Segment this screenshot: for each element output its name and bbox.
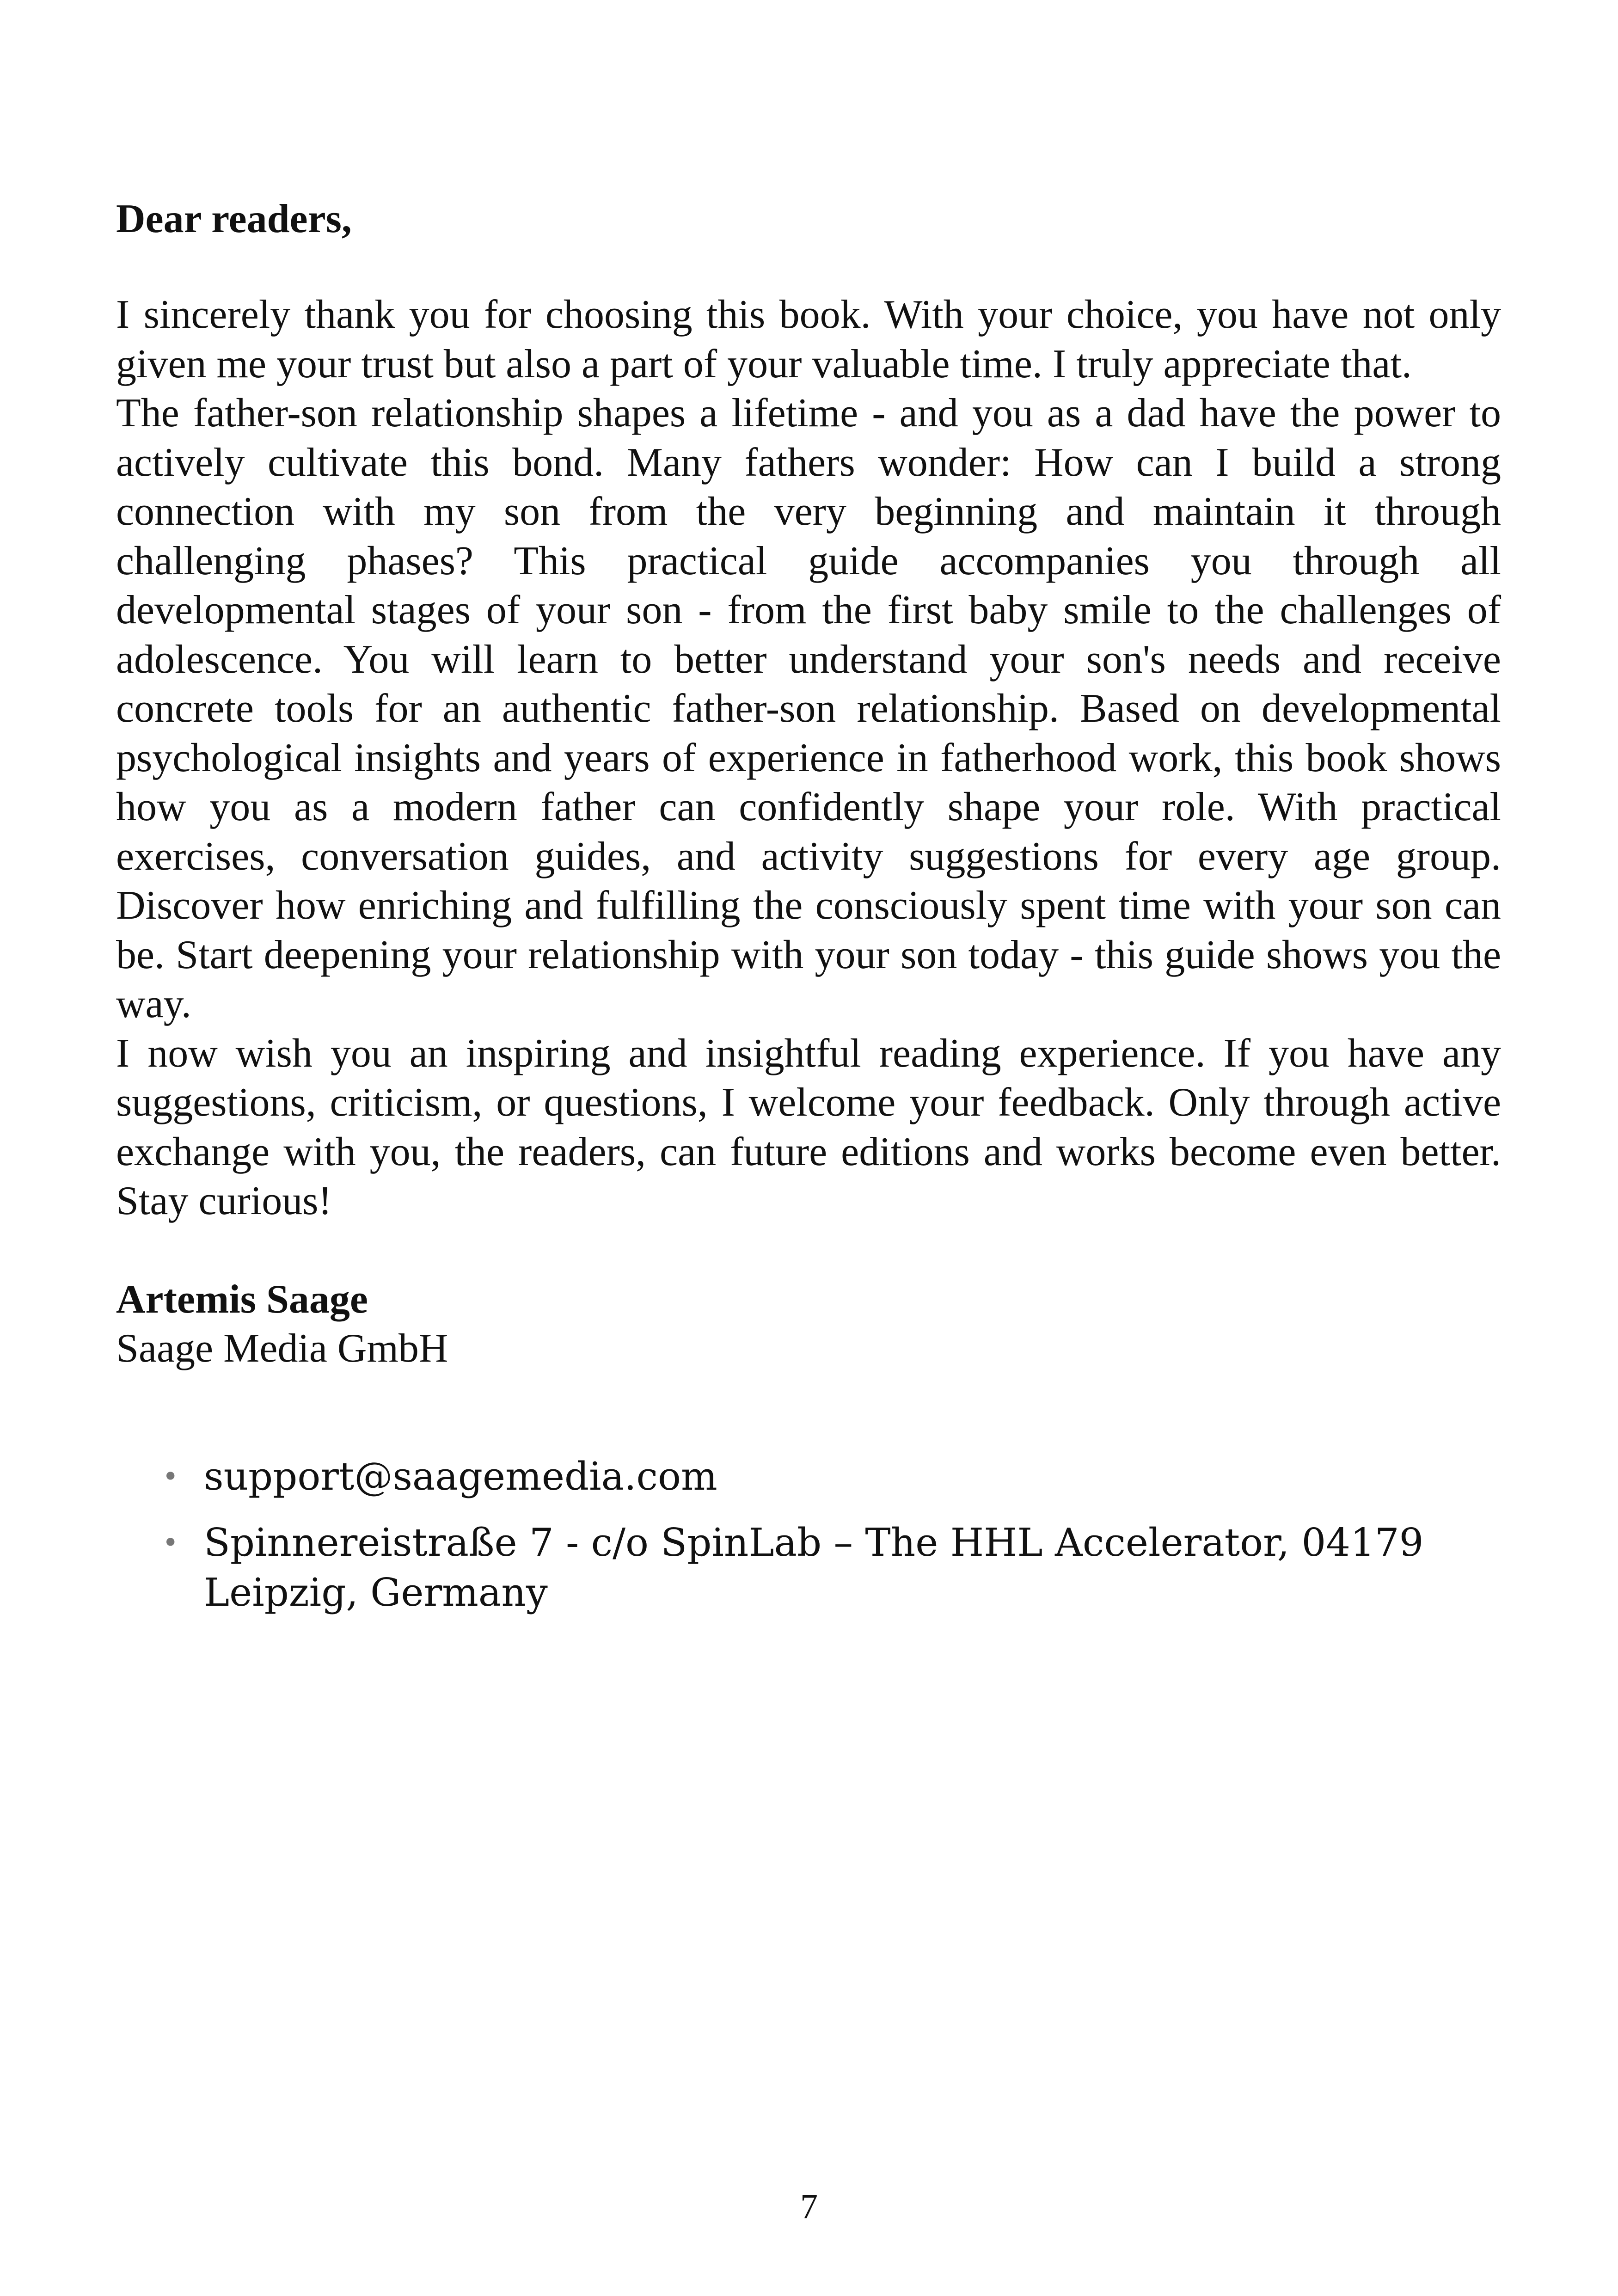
author-name: Artemis Saage bbox=[116, 1277, 368, 1322]
contact-email-item bbox=[116, 1452, 1501, 1502]
paragraph-thanks: I sincerely thank you for choosing this book. With your choice, you have not only given me your trust but also a part of your valuable time. I truly appreciate that. bbox=[116, 292, 1501, 387]
contact-list bbox=[116, 1452, 1501, 1618]
paragraph-closing: I now wish you an inspiring and insightful reading experience. If you have any suggestions, criticism, or questions, I welcome your feedback. Only through active exchange with you, the readers, can future editions and works become even better. Stay curious! bbox=[116, 1031, 1501, 1223]
bullet-icon: • bbox=[162, 1460, 179, 1493]
paragraph-book-description: The father-son relationship shapes a lifetime - and you as a dad have the power to actively cultivate this bond. Many fathers wonder: How can I build a strong connection with my son from the very beginning and maintain it through challenging phases? This practical guide accompanies you through all developmental stages of your son - from the first baby smile to the challenges of adolescence. You will learn to better understand your son's needs and receive concrete tools for an authentic father-son relationship. Based on developmental psychological insights and years of experience in fatherhood work, this book shows how you as a modern father can confidently shape your role. With practical exercises, conversation guides, and activity suggestions for every age group. Discover how enriching and fulfilling the consciously spent time with your son can be. Start deepening your relationship with your son today - this guide shows you the way. bbox=[116, 391, 1501, 1026]
contact-address: Spinnereistraße 7 - c/o SpinLab – The HHL Accelerator, 04179 Leipzig, Germany bbox=[204, 1520, 1424, 1615]
greeting: Dear readers, bbox=[116, 196, 352, 241]
letter-body bbox=[116, 194, 1501, 1634]
company-name: Saage Media GmbH bbox=[116, 1326, 448, 1371]
contact-address-item bbox=[116, 1518, 1501, 1618]
bullet-icon: • bbox=[162, 1526, 179, 1559]
signature-block bbox=[116, 1275, 1501, 1373]
contact-email[interactable]: support@saagemedia.com bbox=[204, 1454, 717, 1499]
page-number: 7 bbox=[800, 2187, 818, 2226]
